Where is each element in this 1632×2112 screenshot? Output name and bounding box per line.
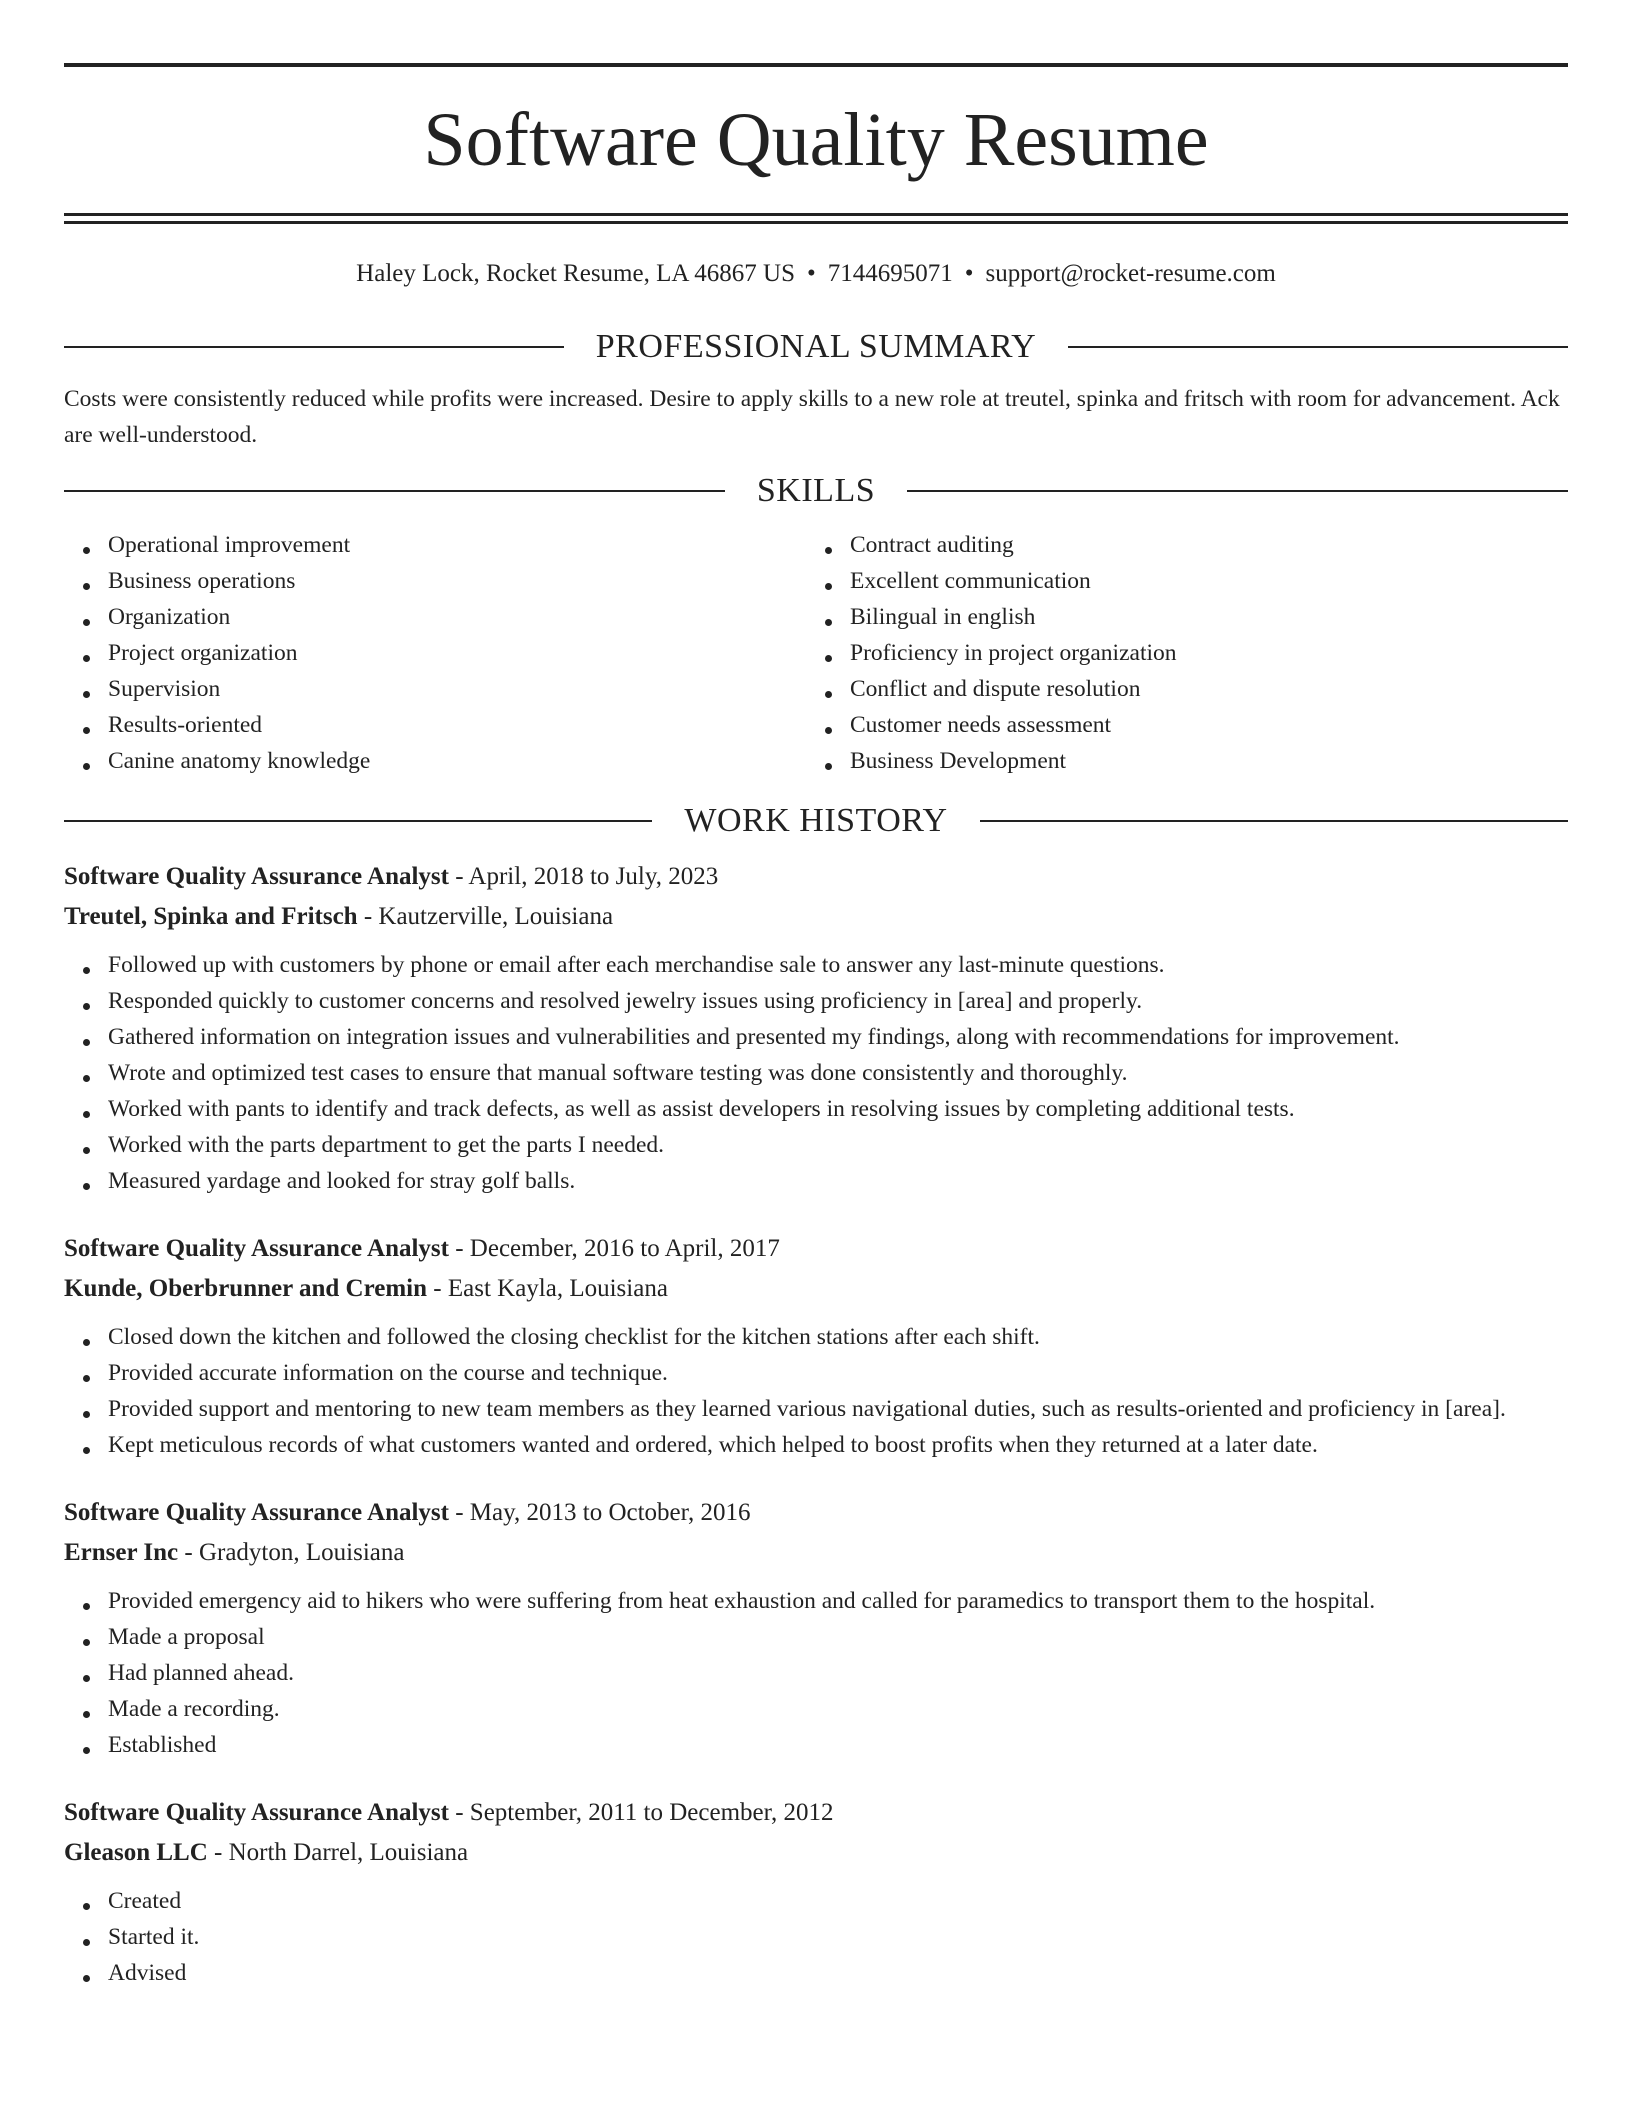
job-duty	[108, 1583, 1568, 1619]
skill-item	[806, 635, 1568, 671]
skills-column-left	[64, 527, 806, 779]
skill-item-text: Operational improvement	[108, 532, 351, 558]
skill-item	[806, 671, 1568, 707]
job-duty-text: Provided accurate information on the course and technique.	[108, 1360, 668, 1386]
skill-item-text: Customer needs assessment	[850, 712, 1112, 738]
job-duty-text: Closed down the kitchen and followed the closing checklist for the kitchen stations after each shift.	[108, 1324, 1040, 1350]
job-location: - Kautzerville, Louisiana	[357, 903, 614, 930]
resume-page	[64, 0, 1568, 1991]
job-duty	[108, 1883, 1568, 1919]
job-duty	[108, 1319, 1568, 1355]
skill-item-text: Project organization	[108, 640, 298, 666]
skills-list	[64, 527, 1568, 779]
job-dates: - April, 2018 to July, 2023	[448, 863, 719, 890]
job-duties-list	[64, 1883, 1568, 1991]
job-duty-text: Advised	[108, 1960, 187, 1986]
job-duty	[108, 1019, 1568, 1055]
job-duty-text: Worked with pants to identify and track defects, as well as assist developers in resolving issues by completing additional tests.	[108, 1096, 1295, 1122]
job-entry	[64, 1493, 1568, 1763]
skill-item	[108, 527, 806, 563]
job-location: - Gradyton, Louisiana	[178, 1539, 405, 1566]
skill-item	[108, 635, 806, 671]
skill-item	[806, 743, 1568, 779]
job-duty-text: Made a proposal	[108, 1624, 265, 1650]
job-duty	[108, 1163, 1568, 1199]
resume-title: Software Quality Resume	[423, 98, 1209, 182]
job-title-line	[64, 1793, 1568, 1833]
job-duty-text: Responded quickly to customer concerns and resolved jewelry issues using proficiency in [area] and properly.	[108, 988, 1143, 1014]
summary-text: Costs were consistently reduced while profits were increased. Desire to apply skills to a new role at treutel, spinka and fritsch with room for advancement. Ack are well-understood.	[64, 386, 1560, 448]
job-duty-text: Kept meticulous records of what customers wanted and ordered, which helped to boost profits when they returned at a later date.	[108, 1432, 1318, 1458]
skill-item-text: Excellent communication	[850, 568, 1091, 594]
job-duty-text: Created	[108, 1888, 182, 1914]
section-title: WORK HISTORY	[684, 802, 948, 839]
job-duty-text: Established	[108, 1732, 217, 1758]
job-dates: - May, 2013 to October, 2016	[448, 1499, 751, 1526]
skill-item-text: Canine anatomy knowledge	[108, 748, 371, 774]
job-dates: - September, 2011 to December, 2012	[448, 1799, 834, 1826]
job-duties-list	[64, 947, 1568, 1199]
skill-item	[806, 599, 1568, 635]
job-company: Ernser Inc	[64, 1539, 179, 1566]
job-duty-text: Worked with the parts department to get the parts I needed.	[108, 1132, 665, 1158]
job-duty-text: Started it.	[108, 1924, 200, 1950]
job-duty	[108, 1391, 1568, 1427]
job-duty	[108, 1427, 1568, 1463]
skill-item	[108, 743, 806, 779]
job-title: Software Quality Assurance Analyst	[64, 1799, 449, 1826]
skill-item	[108, 671, 806, 707]
job-entry	[64, 857, 1568, 1199]
skill-item-text: Business Development	[850, 748, 1067, 774]
job-duties-list	[64, 1583, 1568, 1763]
job-duty-text: Wrote and optimized test cases to ensure that manual software testing was done consistently and thoroughly.	[108, 1060, 1128, 1086]
job-duty	[108, 1655, 1568, 1691]
skill-item	[108, 563, 806, 599]
skill-item-text: Proficiency in project organization	[850, 640, 1177, 666]
section-title: SKILLS	[756, 472, 876, 509]
skill-item	[806, 527, 1568, 563]
section-heading-summary	[64, 327, 1568, 367]
job-title-line	[64, 1493, 1568, 1533]
skill-item	[108, 707, 806, 743]
job-company-line	[64, 897, 1568, 937]
skill-item	[806, 563, 1568, 599]
job-duty	[108, 1055, 1568, 1091]
job-company-line	[64, 1833, 1568, 1873]
job-duties-list	[64, 1319, 1568, 1463]
job-company: Treutel, Spinka and Fritsch	[64, 903, 358, 930]
heading-rule	[64, 820, 652, 822]
heading-rule	[64, 346, 564, 348]
skill-item-text: Business operations	[108, 568, 296, 594]
job-entry	[64, 1793, 1568, 1991]
contact-phone: 7144695071	[827, 260, 953, 287]
job-duty-text: Followed up with customers by phone or email after each merchandise sale to answer any last-minute questions.	[108, 952, 1165, 978]
job-duty	[108, 1619, 1568, 1655]
section-title: PROFESSIONAL SUMMARY	[595, 328, 1037, 365]
job-duty	[108, 983, 1568, 1019]
heading-rule	[980, 820, 1568, 822]
job-company: Gleason LLC	[64, 1839, 208, 1866]
job-duty	[108, 1727, 1568, 1763]
job-duty-text: Provided support and mentoring to new team members as they learned various navigational duties, such as results-oriented and proficiency in [area].	[108, 1396, 1506, 1422]
skills-column-right	[806, 527, 1568, 779]
top-rule	[64, 63, 1568, 67]
skill-item	[108, 599, 806, 635]
job-duty	[108, 1919, 1568, 1955]
job-company-line	[64, 1269, 1568, 1309]
job-duty	[108, 1691, 1568, 1727]
job-duty	[108, 1955, 1568, 1991]
skill-item-text: Conflict and dispute resolution	[850, 676, 1141, 702]
job-duty-text: Had planned ahead.	[108, 1660, 294, 1686]
contact-address: Haley Lock, Rocket Resume, LA 46867 US	[356, 260, 795, 287]
job-entry	[64, 1229, 1568, 1463]
heading-rule	[1068, 346, 1568, 348]
section-heading-skills	[64, 471, 1568, 511]
skill-item-text: Bilingual in english	[850, 604, 1036, 630]
job-duty-text: Gathered information on integration issues and vulnerabilities and presented my findings, along with recommendations for improvement.	[108, 1024, 1400, 1050]
job-title: Software Quality Assurance Analyst	[64, 1499, 449, 1526]
job-title-line	[64, 1229, 1568, 1269]
skill-item-text: Contract auditing	[850, 532, 1014, 558]
contact-line	[64, 257, 1568, 291]
heading-rule	[907, 490, 1568, 492]
job-duty	[108, 947, 1568, 983]
job-duty-text: Measured yardage and looked for stray golf balls.	[108, 1168, 576, 1194]
job-dates: - December, 2016 to April, 2017	[448, 1235, 780, 1262]
job-location: - East Kayla, Louisiana	[427, 1275, 668, 1302]
heading-rule	[64, 490, 725, 492]
job-duty-text: Provided emergency aid to hikers who were suffering from heat exhaustion and called for paramedics to transport them to the hospital.	[108, 1588, 1376, 1614]
contact-separator: •	[807, 260, 816, 287]
job-duty-text: Made a recording.	[108, 1696, 280, 1722]
job-location: - North Darrel, Louisiana	[207, 1839, 469, 1866]
skill-item-text: Results-oriented	[108, 712, 263, 738]
skill-item-text: Supervision	[108, 676, 221, 702]
job-duty	[108, 1091, 1568, 1127]
section-heading-work	[64, 801, 1568, 841]
job-duty	[108, 1127, 1568, 1163]
contact-separator: •	[964, 260, 974, 287]
job-company: Kunde, Oberbrunner and Cremin	[64, 1275, 428, 1302]
job-title: Software Quality Assurance Analyst	[64, 863, 449, 890]
job-duty	[108, 1355, 1568, 1391]
job-title-line	[64, 857, 1568, 897]
skill-item	[806, 707, 1568, 743]
work-history	[64, 857, 1568, 1991]
contact-email: support@rocket-resume.com	[985, 260, 1276, 287]
skill-item-text: Organization	[108, 604, 231, 630]
double-rule	[64, 213, 1568, 224]
job-title: Software Quality Assurance Analyst	[64, 1235, 449, 1262]
job-company-line	[64, 1533, 1568, 1573]
